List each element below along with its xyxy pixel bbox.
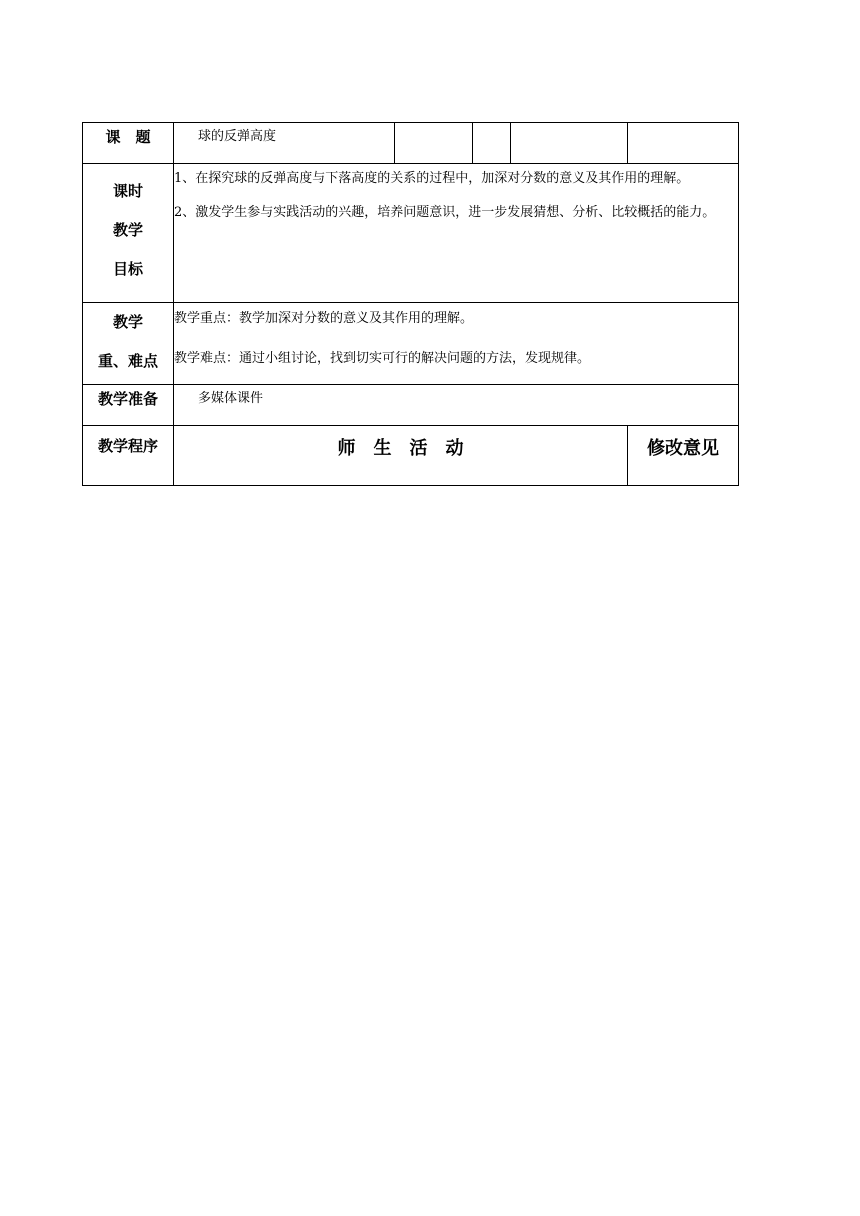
preparation-label-cell [83, 385, 174, 426]
topic-blank-cell-3 [511, 123, 628, 164]
objective-item-2: 2、激发学生参与实践活动的兴趣，培养问题意识，进一步发展猜想、分析、比较概括的能力。 [174, 205, 716, 220]
preparation-value-cell [174, 385, 739, 426]
revision-heading: 修改意见 [647, 438, 719, 459]
objectives-label-cell [83, 164, 174, 303]
topic-value-cell [174, 123, 395, 164]
topic-label-cell [83, 123, 174, 164]
procedure-row [83, 426, 739, 486]
revision-heading-cell [628, 426, 739, 486]
key-points-label-cell [83, 303, 174, 385]
objectives-row [83, 164, 739, 303]
topic-row [83, 123, 739, 164]
procedure-label: 教学程序 [97, 437, 158, 455]
activity-heading: 师 生 活 动 [337, 438, 464, 459]
topic-blank-cell-2 [473, 123, 511, 164]
key-point-item-2: 教学难点：通过小组讨论，找到切实可行的解决问题的方法，发现规律。 [174, 351, 591, 366]
objective-item-1: 1、在探究球的反弹高度与下落高度的关系的过程中，加深对分数的意义及其作用的理解。 [174, 171, 690, 186]
topic-value: 球的反弹高度 [198, 129, 277, 144]
key-points-row [83, 303, 739, 385]
key-points-content-cell [174, 303, 739, 385]
topic-blank-cell-1 [395, 123, 473, 164]
key-points-label-line-2: 重、难点 [97, 352, 158, 370]
preparation-label: 教学准备 [97, 390, 158, 408]
objectives-content-cell [174, 164, 739, 303]
procedure-label-cell [83, 426, 174, 486]
objectives-label-line-3: 目标 [112, 260, 143, 278]
preparation-value: 多媒体课件 [198, 391, 264, 406]
objectives-label-line-1: 课时 [112, 182, 143, 200]
preparation-row [83, 385, 739, 426]
topic-label: 课 题 [105, 128, 151, 146]
lesson-plan-table [82, 122, 739, 486]
topic-blank-cell-4 [628, 123, 739, 164]
key-point-item-1: 教学重点：教学加深对分数的意义及其作用的理解。 [174, 311, 474, 326]
key-points-label-line-1: 教学 [112, 313, 143, 331]
activity-heading-cell [174, 426, 628, 486]
objectives-label-line-2: 教学 [112, 221, 143, 239]
